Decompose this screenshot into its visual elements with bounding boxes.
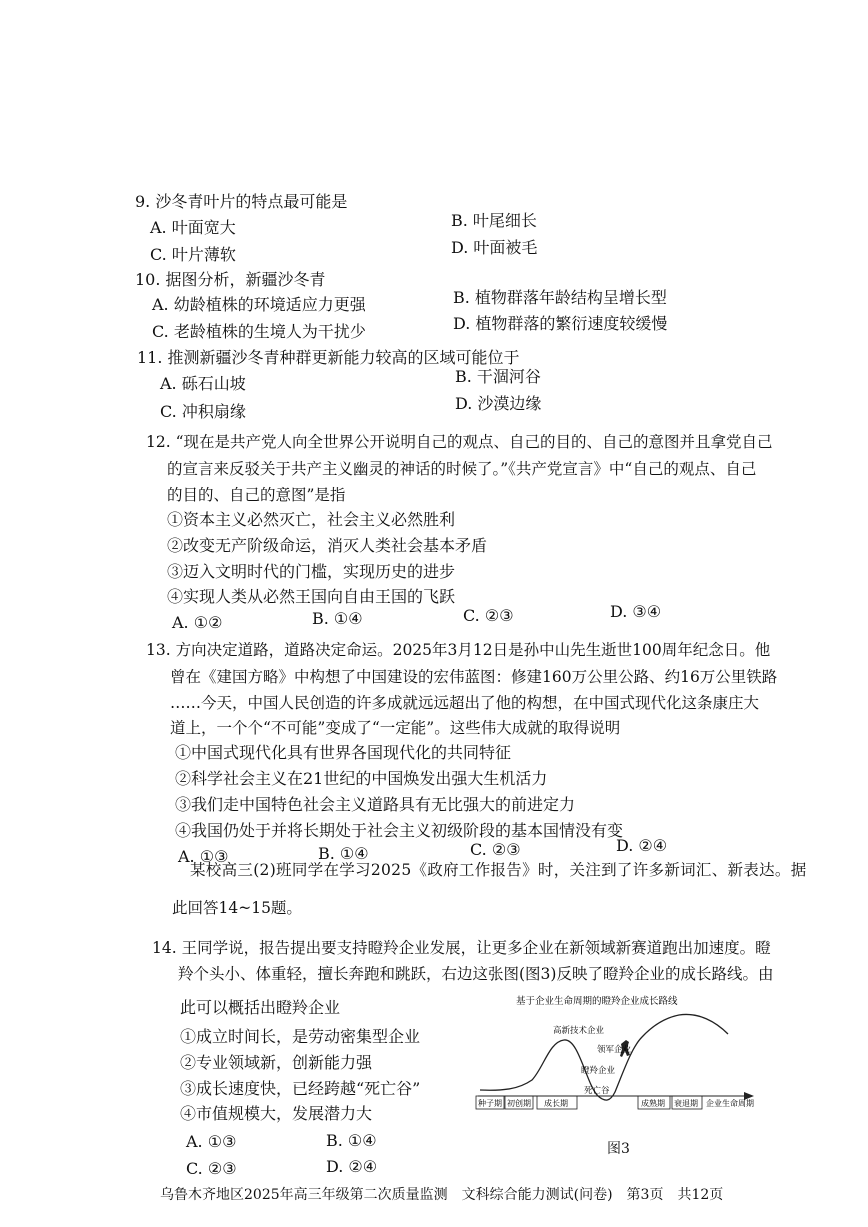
q14-line-3: 此可以概括出瞪羚企业: [180, 998, 341, 1017]
q14-statement-3: ③成长速度快，已经跨越“死亡谷”: [180, 1079, 421, 1098]
stage-mature: 成熟期: [641, 1099, 665, 1108]
material-intro-line-2: 此回答14~15题。: [172, 899, 302, 917]
q12-option-a: A. ①②: [172, 613, 223, 632]
q14-statement-4: ④市值规模大，发展潜力大: [180, 1104, 373, 1123]
q11-option-c: C. 冲积扇缘: [160, 402, 246, 421]
q13-statement-4: ④我国仍处于并将长期处于社会主义初级阶段的基本国情没有变: [175, 821, 624, 840]
q14-statement-1: ①成立时间长，是劳动密集型企业: [180, 1027, 421, 1046]
q11-option-b: B. 干涸河谷: [455, 367, 541, 386]
label-death-valley: 死亡谷: [584, 1086, 610, 1096]
figure-caption: 图3: [607, 1141, 630, 1157]
q10-option-a: A. 幼龄植株的环境适应力更强: [152, 295, 366, 314]
q13-line-1: 13. 方向决定道路，道路决定命运。2025年3月12日是孙中山先生逝世100周年纪念日。他: [146, 641, 771, 659]
q10-option-b: B. 植物群落年龄结构呈增长型: [453, 288, 667, 307]
label-hightech-enterprise: 高新技术企业: [553, 1026, 605, 1036]
q11-option-a: A. 砾石山坡: [160, 374, 246, 393]
q9-stem: 9. 沙冬青叶片的特点最可能是: [135, 192, 348, 211]
label-gazelle-enterprise: 瞪羚企业: [581, 1066, 616, 1076]
q14-option-c: C. ②③: [186, 1159, 237, 1178]
page-footer: 乌鲁木齐地区2025年高三年级第二次质量监测 文科综合能力测试(问卷) 第3页 共12页: [160, 1187, 724, 1203]
q10-option-d: D. 植物群落的繁衍速度较缓慢: [453, 314, 668, 333]
q12-statement-2: ②改变无产阶级命运，消灭人类社会基本矛盾: [167, 536, 488, 555]
gazelle-growth-diagram: [474, 992, 774, 1138]
q12-statement-3: ③迈入文明时代的门槛，实现历史的进步: [167, 562, 456, 581]
q14-statement-2: ②专业领域新，创新能力强: [180, 1053, 373, 1072]
q12-line-1: 12. “现在是共产党人向全世界公开说明自己的观点、自己的目的、自己的意图并且拿党自己: [146, 433, 773, 451]
q12-option-b: B. ①④: [312, 609, 363, 628]
q13-option-a: A. ①③: [178, 847, 229, 866]
q12-statement-4: ④实现人类从必然王国向自由王国的飞跃: [167, 587, 456, 606]
q13-line-4: 道上，一个个“不可能”变成了“一定能”。这些伟大成就的取得说明: [170, 719, 621, 737]
q13-option-b: B. ①④: [318, 844, 369, 863]
axis-label-lifecycle: 企业生命周期: [706, 1099, 754, 1108]
figure-title: 基于企业生命周期的瞪羚企业成长路线: [516, 996, 678, 1007]
label-leading-enterprise: 领军企业: [597, 1045, 632, 1055]
q14-line-2: 羚个头小、体重轻，擅长奔跑和跳跃，右边这张图(图3)反映了瞪羚企业的成长路线。由: [178, 965, 774, 983]
q13-statement-3: ③我们走中国特色社会主义道路具有无比强大的前进定力: [175, 795, 576, 814]
q13-line-2: 曾在《建国方略》中构想了中国建设的宏伟蓝图：修建160万公里公路、约16万公里铁路: [170, 668, 778, 686]
stage-seed: 种子期: [478, 1099, 502, 1108]
q13-statement-2: ②科学社会主义在21世纪的中国焕发出强大生机活力: [175, 769, 548, 788]
q12-option-d: D. ③④: [610, 602, 662, 621]
figure-3: [474, 992, 774, 1138]
q14-option-b: B. ①④: [326, 1131, 377, 1150]
q12-option-c: C. ②③: [463, 606, 514, 625]
q14-option-a: A. ①③: [186, 1132, 237, 1151]
q14-line-1: 14. 王同学说，报告提出要支持瞪羚企业发展，让更多企业在新领域新赛道跑出加速度。瞪: [152, 939, 771, 957]
q9-option-c: C. 叶片薄软: [150, 245, 236, 264]
q10-option-c: C. 老龄植株的生境人为干扰少: [152, 322, 366, 341]
q13-option-c: C. ②③: [470, 840, 521, 859]
stage-growth: 成长期: [544, 1099, 568, 1108]
q11-option-d: D. 沙漠边缘: [455, 394, 542, 413]
stage-decline: 衰退期: [674, 1099, 698, 1108]
stage-startup: 初创期: [507, 1099, 531, 1108]
q12-line-3: 的目的、自己的意图”是指: [167, 486, 346, 504]
q12-line-2: 的宣言来反驳关于共产主义幽灵的神话的时候了。”《共产党宣言》中“自己的观点、自己: [167, 460, 757, 478]
q9-option-b: B. 叶尾细长: [451, 211, 537, 230]
q13-line-3: ……今天，中国人民创造的许多成就远远超出了他的构想，在中国式现代化这条康庄大: [170, 694, 760, 712]
q11-stem: 11. 推测新疆沙冬青种群更新能力较高的区域可能位于: [137, 348, 520, 367]
q12-statement-1: ①资本主义必然灭亡，社会主义必然胜利: [167, 510, 456, 529]
q9-option-d: D. 叶面被毛: [451, 238, 538, 257]
material-intro-line-1: 某校高三(2)班同学在学习2025《政府工作报告》时，关注到了许多新词汇、新表达。据: [190, 861, 807, 879]
q13-statement-1: ①中国式现代化具有世界各国现代化的共同特征: [175, 743, 512, 762]
q10-stem: 10. 据图分析，新疆沙冬青: [135, 270, 326, 289]
q13-option-d: D. ②④: [616, 836, 668, 855]
q9-option-a: A. 叶面宽大: [150, 218, 236, 237]
q14-option-d: D. ②④: [326, 1157, 378, 1176]
